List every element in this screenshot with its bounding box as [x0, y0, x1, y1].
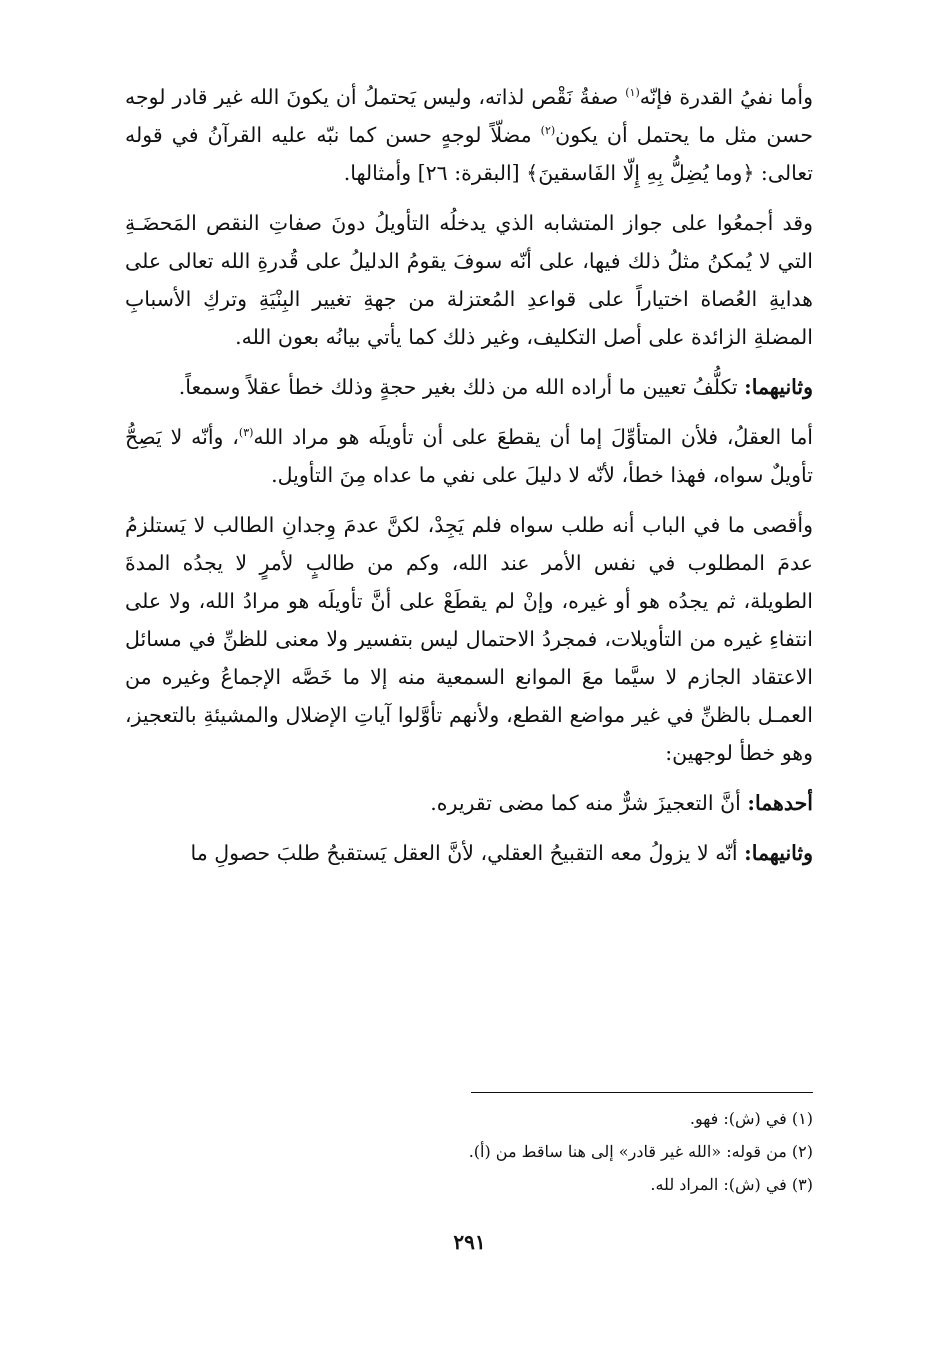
paragraph-1-part-a: وأما نفيُ القدرة فإنّه [639, 85, 813, 109]
paragraph-7-text: أنّه لا يزولُ معه التقبيحُ العقلي، لأنَّ العقل يَستقبحُ طلبَ حصولِ ما [190, 841, 745, 865]
paragraph-7 [125, 834, 813, 872]
footnote-ref-2: (٢) [540, 124, 556, 138]
footnote-1: (١) في (ش): فهو. [689, 1109, 813, 1128]
paragraph-3-lead: وثانيهما: [744, 375, 813, 399]
paragraph-4-part-a: أما العقلُ، فلأن المتأوِّلَ إما أن يقطعَ على أن تأويلَه هو مراد الله [253, 425, 814, 449]
paragraph-3 [125, 368, 813, 406]
paragraph-1-part-b: صفةُ نَقْص لذاته، وليس يَحتملُ أن يكونَ الله غير قادر لوجه حسن مثل ما يحتمل أن يكون [125, 85, 813, 147]
footnote-2: (٢) من قوله: «الله غير قادر» إلى هنا ساقط من (أ). [468, 1142, 813, 1161]
paragraph-6-text: أنَّ التعجيزَ شرٌّ منه كما مضى تقريره. [430, 791, 748, 815]
paragraph-5: وأقصى ما في الباب أنه طلب سواه فلم يَجِدْ، لكنَّ عدمَ وِجدانِ الطالب لا يَستلزمُ عدمَ المطلوب في نفس الأمر عند الله، وكم من طالبٍ لأمرٍ لا يجدُه المدةَ الطويلة، ثم يجدُه هو أو غيره، وإنْ لم يقطَعْ على أنَّ تأويلَه هو مرادُ الله، ولا على انتفاءِ غيره من التأويلات، فمجردُ الاحتمال ليس بتفسير ولا معنى للظنِّ في مسائل الاعتقاد الجازم لا سيَّما معَ الموانع السمعية منه إلا ما خَصَّه الإجماعُ وغيره من العمـل بالظنِّ في غير مواضع القطع، ولأنهم تأوَّلوا آياتِ الإضلال والمشيئةِ بالتعجيز، وهو خطأ لوجهين: [125, 513, 813, 765]
paragraph-2: وقد أجمعُوا على جواز المتشابه الذي يدخلُه التأويلُ دونَ صفاتِ النقص المَحضَـةِ التي لا يُمكنُ مثلُ ذلك فيها، على أنّه سوفَ يقومُ الدليلُ على قُدرةِ الله تعالى على هدايةِ العُصاة اختياراً على قواعدِ المُعتزلة من جهةِ تغيير البِنْيَةِ وتركِ الأسبابِ المضلةِ الزائدة على أصل التكليف، وغير ذلك كما يأتي بيانُه بعون الله. [125, 211, 813, 349]
footnotes [125, 1102, 813, 1201]
page-number: ٢٩١ [453, 1230, 486, 1254]
footnote-ref-1: (١) [625, 86, 640, 100]
footnote-3: (٣) في (ش): المراد لله. [650, 1175, 813, 1194]
paragraph-6-lead: أحدهما: [747, 791, 813, 815]
paragraph-6 [125, 784, 813, 822]
paragraph-3-text: تكلُّفُ تعيين ما أراده الله من ذلك بغير حجةٍ وذلك خطأ عقلاً وسمعاً. [178, 375, 745, 399]
paragraph-1-part-c: مضلّاً لوجهٍ حسن كما نبّه عليه القرآنُ في قوله تعالى: ﴿وما يُضِلُّ بِهِ إِلّا الفَاسقينَ﴾ [البقرة: ٢٦] وأمثالها. [125, 123, 813, 185]
footnote-ref-3: (٣) [238, 426, 254, 440]
paragraph-4 [125, 418, 813, 494]
main-text [125, 78, 813, 884]
paragraph-7-lead: وثانيهما: [744, 841, 813, 865]
paragraph-1 [125, 78, 813, 192]
footnote-divider [471, 1092, 813, 1093]
paragraph-4-part-b: ، وأنّه لا يَصِحُّ تأويلٌ سواه، فهذا خطأ، لأنّه لا دليلَ على نفي ما عداه مِنَ التأويل. [125, 425, 813, 487]
